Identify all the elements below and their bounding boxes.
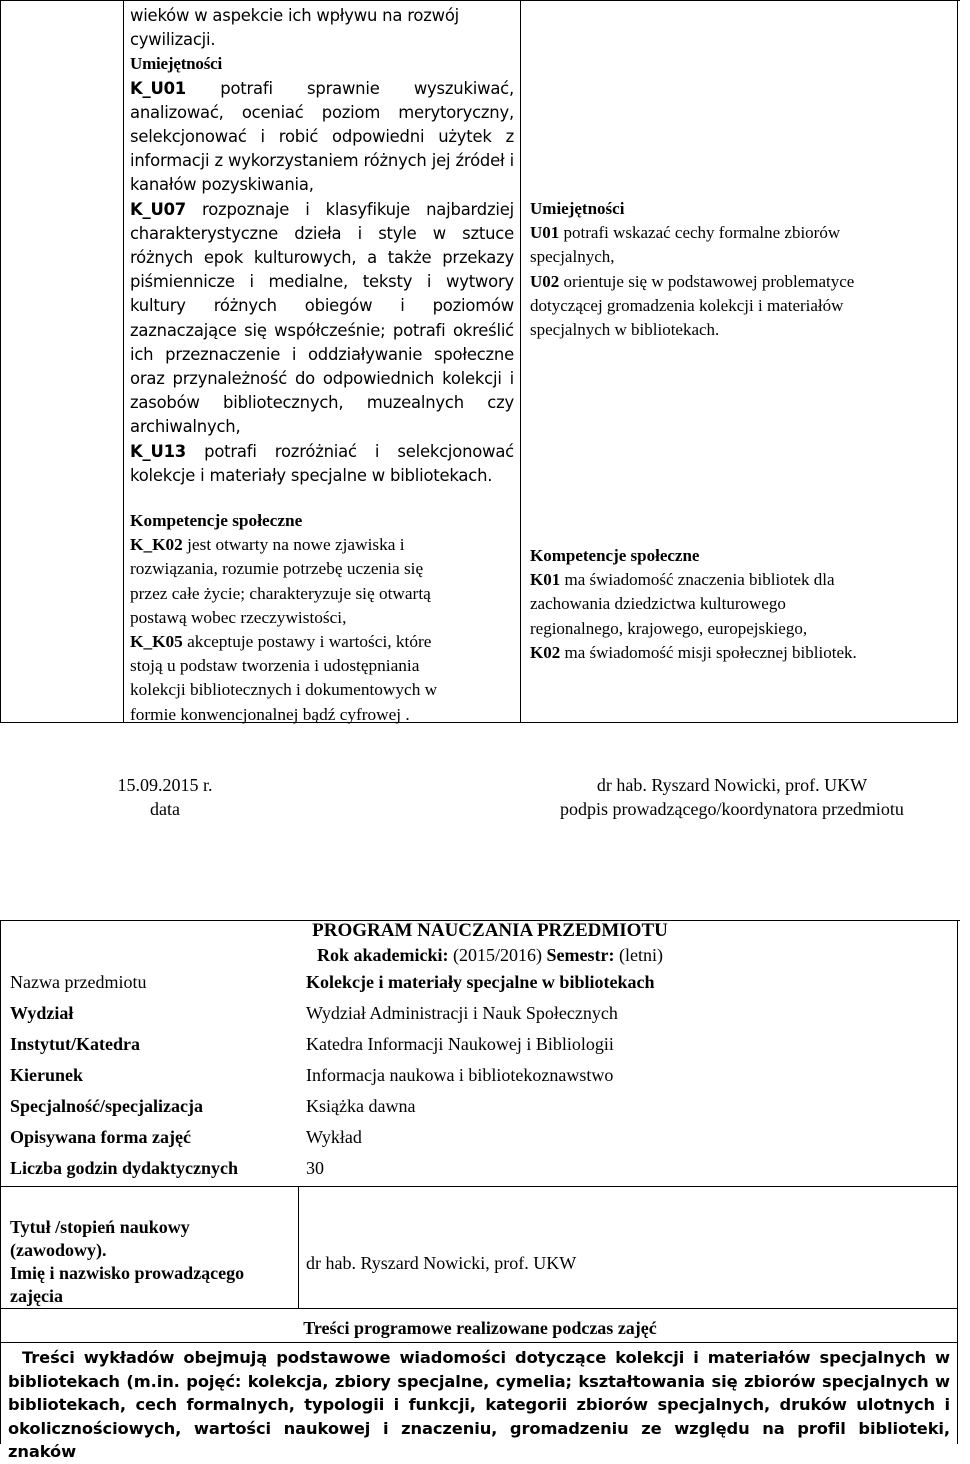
competences-heading: Kompetencje społeczne — [130, 511, 303, 530]
table-border-right — [957, 0, 958, 723]
k-k05-line-4: formie konwencjonalnej bądź cyfrowej . — [130, 704, 410, 724]
u01-code: U01 — [530, 223, 560, 243]
row-value-course-name: Kolekcje i materiały specjalne w bibliotekach — [306, 972, 655, 992]
year-value: (2015/2016) — [448, 945, 547, 965]
k-u07-paragraph — [130, 198, 514, 440]
lecturer-label-line-1: Tytuł /stopień naukowy — [10, 1217, 190, 1237]
program-rule-1 — [0, 1186, 958, 1187]
lecturer-label-line-4: zajęcia — [10, 1286, 63, 1306]
k-k02-line-4: postawą wobec rzeczywistości, — [130, 607, 347, 627]
row-label-hours: Liczba godzin dydaktycznych — [10, 1158, 239, 1178]
k-u01-paragraph — [130, 77, 514, 198]
row-value-hours: 30 — [306, 1158, 324, 1178]
program-title: PROGRAM NAUCZANIA PRZEDMIOTU — [312, 920, 668, 941]
k-k02-code: K_K02 — [130, 535, 183, 555]
row-value-specialization: Książka dawna — [306, 1096, 416, 1116]
program-border-left — [0, 920, 1, 1444]
k-u07-text: rozpoznaje i klasyfikuje najbardziej charakterystyczne dzieła i style w sztuce różnych epok kulturowych, a także przekazy piśmiennicze i medialne, teksty i wytwory kultury różnych obiegów i poziomów zaznaczające się współcześnie; potrafi określić ich przeznaczenie i oddziaływanie społeczne oraz przynależność do odpowiednich kolekcji i zasobów bibliotecznych, muzealnych czy archiwalnych, — [130, 199, 514, 437]
k-k02-line-2: rozwiązania, rozumie potrzebę uczenia się — [130, 559, 424, 579]
table-border-top — [0, 0, 960, 1]
table-divider-2 — [520, 0, 521, 723]
date-label: data — [150, 799, 180, 819]
row-value-form: Wykład — [306, 1127, 362, 1147]
semester-value: (letni) — [614, 945, 663, 965]
row-label-faculty: Wydział — [10, 1003, 74, 1023]
row-label-field: Kierunek — [10, 1065, 84, 1085]
k-k05-code: K_K05 — [130, 632, 183, 652]
k01-line-2: zachowania dziedzictwa kulturowego — [530, 594, 786, 614]
skills-heading: Umiejętności — [130, 54, 223, 74]
date-block — [90, 773, 240, 821]
row-value-field: Informacja naukowa i bibliotekoznawstwo — [306, 1065, 614, 1085]
year-label: Rok akademicki: — [317, 945, 449, 965]
program-rule-2 — [0, 1308, 958, 1309]
k-u01-text: potrafi sprawnie wyszukiwać, analizować, oceniać poziom merytoryczny, selekcjonować i robić odpowiedni użytek z informacji z wykorzystaniem różnych jej źródeł i kanałów pozyskiwania, — [130, 78, 514, 195]
middle-competences — [130, 509, 514, 727]
u01-line-2: specjalnych, — [530, 247, 615, 267]
k-u13-paragraph — [130, 440, 514, 488]
signature — [520, 773, 944, 821]
row-label-form: Opisywana forma zajęć — [10, 1127, 191, 1147]
right-skills-heading: Umiejętności — [530, 199, 625, 218]
k-u01-code: K_U01 — [130, 78, 187, 98]
k02-text: ma świadomość misji społecznej bibliotek. — [560, 642, 857, 662]
signer-name: dr hab. Ryszard Nowicki, prof. UKW — [596, 775, 868, 795]
lecturer-label-line-2: (zawodowy). — [10, 1240, 107, 1260]
lecturer-label-line-3: Imię i nazwisko prowadzącego — [10, 1263, 245, 1283]
semester-label: Semestr: — [546, 945, 615, 965]
content-text — [8, 1346, 950, 1462]
u02-line-3: specjalnych w bibliotekach. — [530, 320, 720, 340]
row-value-faculty: Wydział Administracji i Nauk Społecznych — [306, 1003, 618, 1023]
program-lecturer-divider — [298, 1186, 299, 1308]
lecturer-label — [10, 1216, 295, 1308]
intro-line-2: cywilizacji. — [130, 30, 216, 50]
middle-column — [130, 4, 514, 488]
u02-code: U02 — [530, 271, 560, 291]
table-divider-1 — [123, 0, 124, 723]
row-label-course-name: Nazwa przedmiotu — [10, 972, 147, 992]
k01-line-3: regionalnego, krajowego, europejskiego, — [530, 618, 808, 638]
row-label-institute: Instytut/Katedra — [10, 1034, 140, 1054]
k01-line-1: ma świadomość znaczenia bibliotek dla — [560, 570, 835, 590]
signer-label: podpis prowadzącego/koordynatora przedmiotu — [560, 799, 904, 819]
right-competences-heading: Kompetencje społeczne — [530, 546, 700, 565]
k01-code: K01 — [530, 570, 561, 590]
k-u07-code: K_U07 — [130, 199, 187, 219]
u02-line-2: dotyczącej gromadzenia kolekcji i materiałów — [530, 295, 844, 315]
u02-line-1: orientuje się w podstawowej problematyce — [559, 271, 855, 291]
k-k05-line-3: kolekcji bibliotecznych i dokumentowych w — [130, 680, 438, 700]
date-value: 15.09.2015 r. — [117, 775, 213, 795]
u01-line-1: potrafi wskazać cechy formalne zbiorów — [559, 223, 841, 243]
intro-line-1: wieków w aspekcie ich wpływu na rozwój — [130, 6, 460, 25]
content-heading: Treści programowe realizowane podczas zajęć — [303, 1318, 657, 1338]
k-k05-line-1: akceptuje postawy i wartości, które — [182, 632, 432, 652]
k-u13-code: K_U13 — [130, 441, 187, 461]
k-u13-text: potrafi rozróżniać i selekcjonować kolekcje i materiały specjalne w bibliotekach. — [130, 441, 514, 485]
program-border-right — [957, 920, 958, 1444]
content-text-body: Treści wykładów obejmują podstawowe wiadomości dotyczące kolekcji i materiałów specjalnych w bibliotekach (m.in. pojęć: kolekcja, zbiory specjalne, cymelia; kształtowania się zbiorów specjalnych w bibliotekach, cech formalnych, typologii i funkcji, kategorii zbiorów specjalnych, druków ulotnych i okolicznościowych, wartości naukowej i znaczeniu, gromadzeniu ze względu na profil biblioteki, znaków — [8, 1348, 950, 1462]
k02-code: K02 — [530, 642, 561, 662]
k-k02-line-1: jest otwarty na nowe zjawiska i — [182, 535, 405, 555]
row-value-institute: Katedra Informacji Naukowej i Bibliologii — [306, 1034, 614, 1054]
right-competences — [530, 544, 952, 665]
row-label-specialization: Specjalność/specjalizacja — [10, 1096, 203, 1116]
lecturer-value: dr hab. Ryszard Nowicki, prof. UKW — [306, 1253, 577, 1273]
right-skills — [530, 197, 952, 342]
table-border-left — [0, 0, 1, 723]
k-k05-line-2: stoją u podstaw tworzenia i udostępniania — [130, 656, 420, 676]
k-k02-line-3: przez całe życie; charakteryzuje się otwartą — [130, 583, 431, 603]
program-rule-3 — [0, 1342, 958, 1343]
program-year-semester — [0, 944, 970, 966]
